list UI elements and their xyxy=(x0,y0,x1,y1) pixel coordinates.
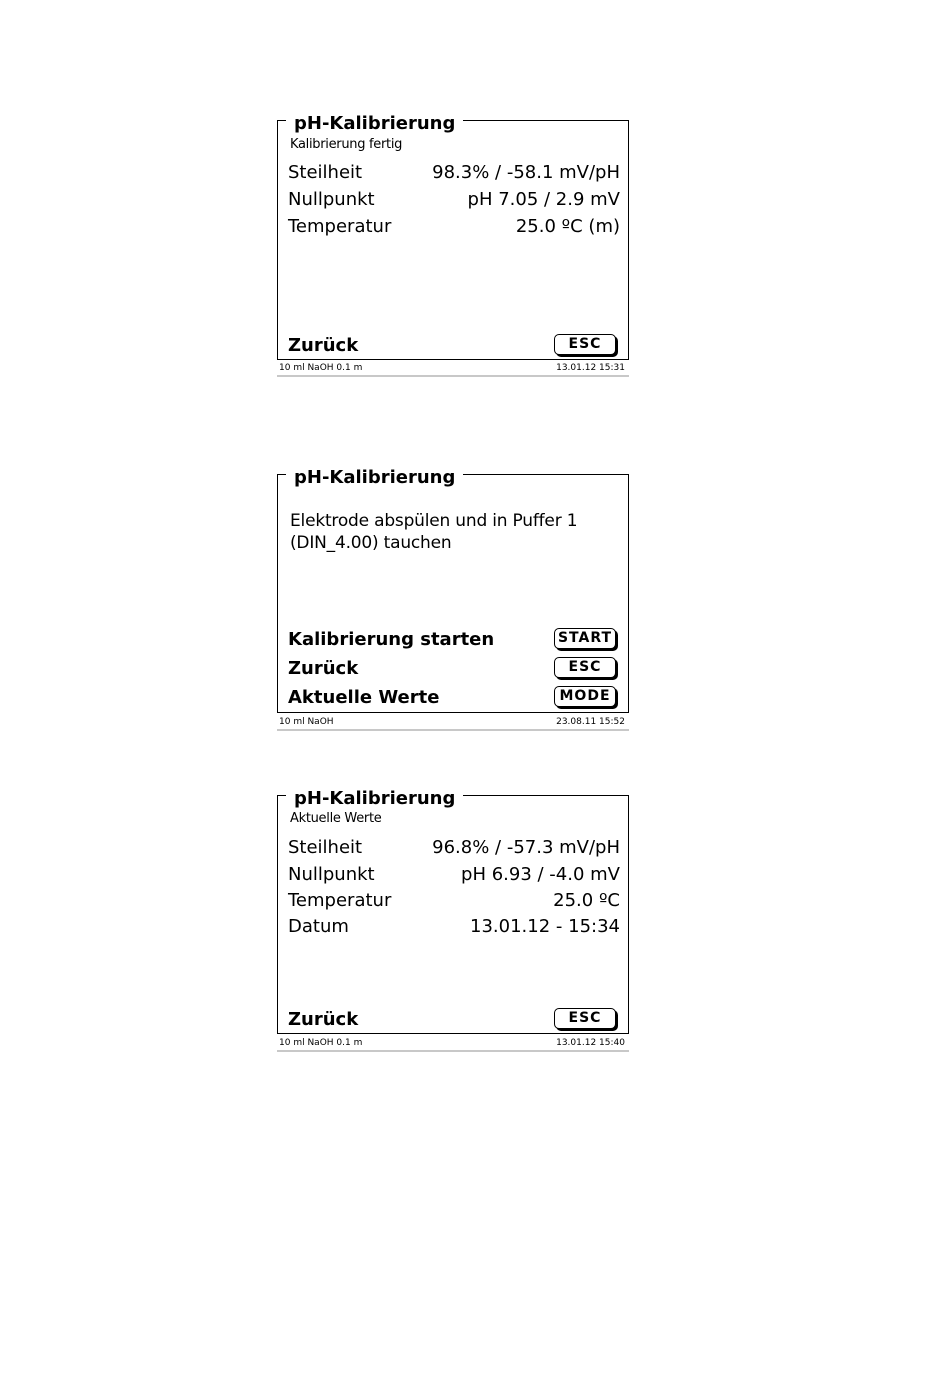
esc-key-button[interactable]: ESC xyxy=(554,334,616,355)
action-back[interactable] xyxy=(288,1008,616,1032)
row-label: Temperatur xyxy=(288,216,392,237)
screen-subtitle: Kalibrierung fertig xyxy=(290,137,403,152)
row-label: Nullpunkt xyxy=(288,189,375,210)
row-steilheit xyxy=(288,161,620,185)
row-steilheit xyxy=(288,836,620,860)
row-value: 25.0 ºC xyxy=(553,890,620,911)
display-frame xyxy=(277,113,629,360)
instruction-line-1: Elektrode abspülen und in Puffer 1 xyxy=(290,511,578,531)
status-datetime: 13.01.12 15:40 xyxy=(556,1038,625,1048)
row-value: 98.3% / -58.1 mV/pH xyxy=(432,162,620,183)
row-value: 96.8% / -57.3 mV/pH xyxy=(432,837,620,858)
esc-key-button[interactable]: ESC xyxy=(554,1008,616,1029)
row-temperatur xyxy=(288,889,620,913)
row-value: pH 6.93 / -4.0 mV xyxy=(461,864,620,885)
screen-title: pH-Kalibrierung xyxy=(286,789,463,809)
action-current-values[interactable] xyxy=(288,686,616,710)
action-label: Kalibrierung starten xyxy=(288,629,495,650)
status-bar xyxy=(277,1036,629,1052)
screen-subtitle: Aktuelle Werte xyxy=(290,811,382,826)
status-bar xyxy=(277,361,629,377)
instruction-line-2: (DIN_4.00) tauchen xyxy=(290,533,452,553)
row-nullpunkt xyxy=(288,188,620,212)
action-back[interactable] xyxy=(288,657,616,681)
row-label: Nullpunkt xyxy=(288,864,375,885)
row-label: Steilheit xyxy=(288,162,363,183)
status-datetime: 23.08.11 15:52 xyxy=(556,717,625,727)
action-label: Zurück xyxy=(288,1009,359,1030)
screen-title: pH-Kalibrierung xyxy=(286,468,463,488)
action-label: Aktuelle Werte xyxy=(288,687,440,708)
display-frame xyxy=(277,467,629,713)
status-bar xyxy=(277,715,629,731)
display-frame xyxy=(277,788,629,1034)
row-temperatur xyxy=(288,215,620,239)
action-back[interactable] xyxy=(288,334,616,358)
status-method: 10 ml NaOH xyxy=(279,717,334,727)
row-label: Steilheit xyxy=(288,837,363,858)
screen-title: pH-Kalibrierung xyxy=(286,114,463,134)
mode-key-button[interactable]: MODE xyxy=(554,686,616,707)
action-start-calibration[interactable] xyxy=(288,628,616,652)
action-label: Zurück xyxy=(288,335,359,356)
row-nullpunkt xyxy=(288,863,620,887)
row-datum xyxy=(288,915,620,939)
row-label: Datum xyxy=(288,916,349,937)
row-value: pH 7.05 / 2.9 mV xyxy=(467,189,620,210)
esc-key-button[interactable]: ESC xyxy=(554,657,616,678)
status-method: 10 ml NaOH 0.1 m xyxy=(279,363,363,373)
start-key-button[interactable]: START xyxy=(554,628,616,649)
status-method: 10 ml NaOH 0.1 m xyxy=(279,1038,363,1048)
row-value: 25.0 ºC (m) xyxy=(515,216,620,237)
row-label: Temperatur xyxy=(288,890,392,911)
action-label: Zurück xyxy=(288,658,359,679)
status-datetime: 13.01.12 15:31 xyxy=(556,363,625,373)
row-value: 13.01.12 - 15:34 xyxy=(470,916,620,937)
